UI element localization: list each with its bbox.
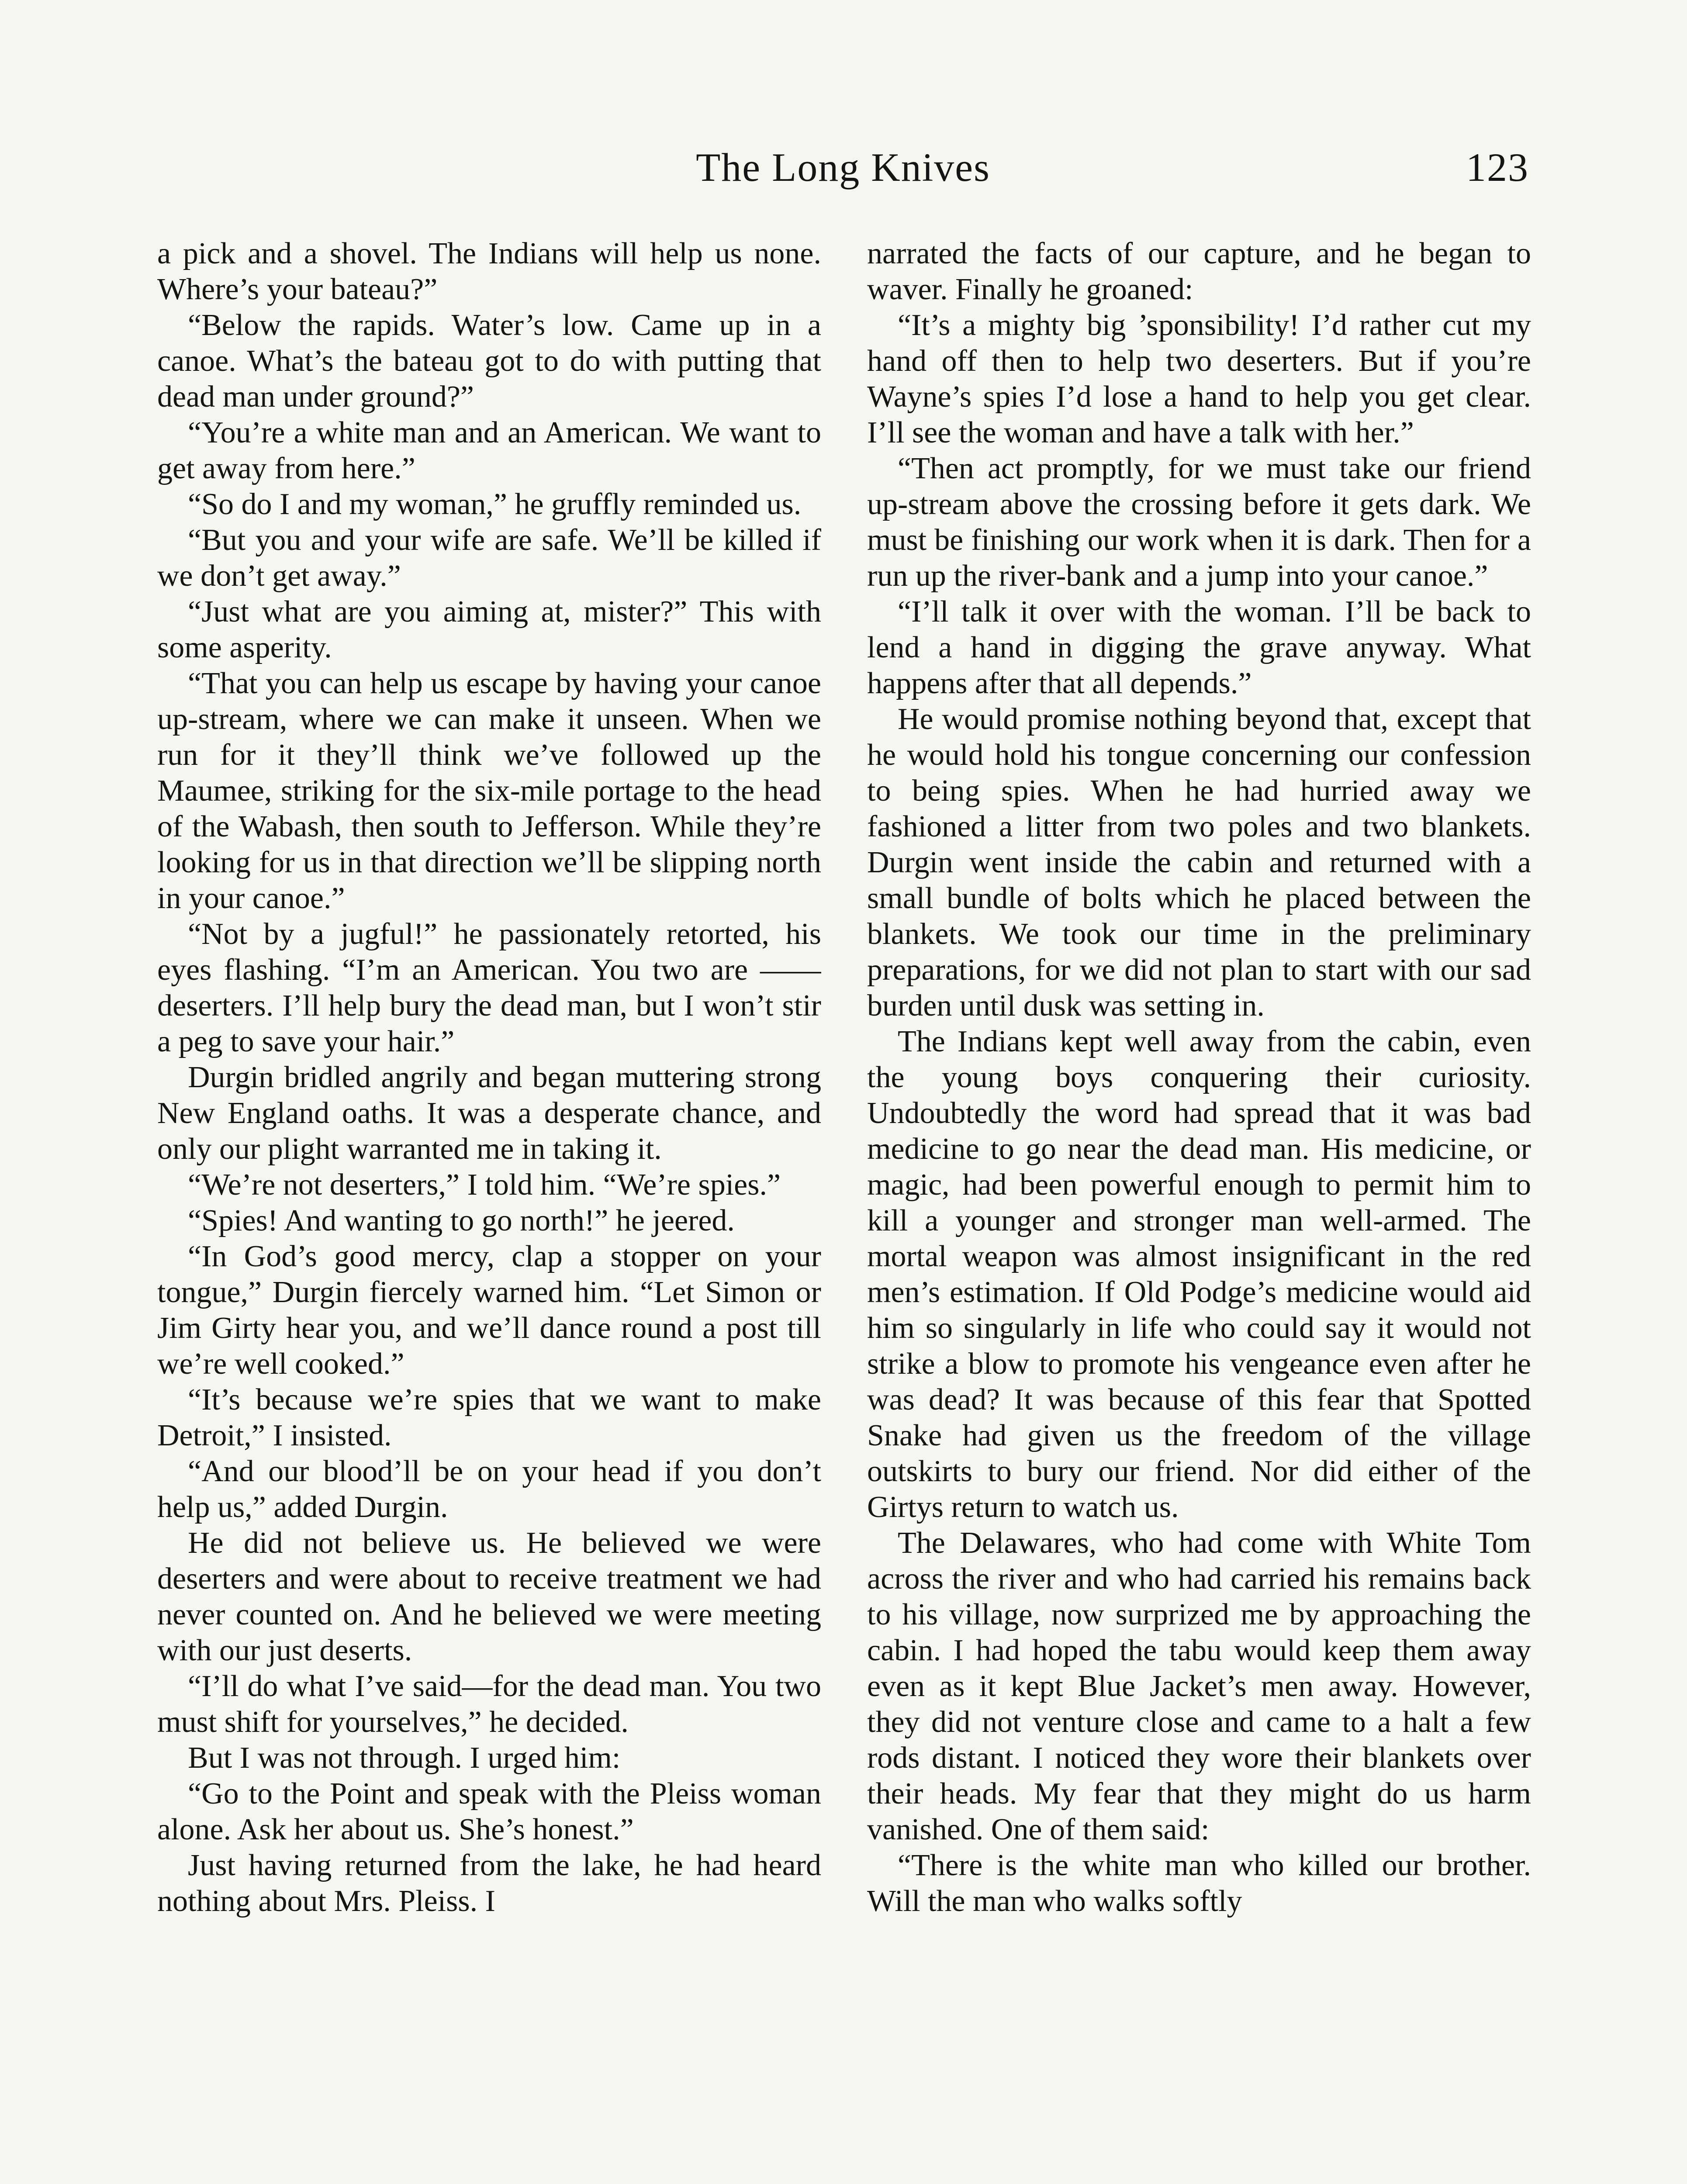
- paragraph: “And our blood’ll be on your head if you don’t help us,” added Durgin.: [157, 1455, 821, 1524]
- paragraph: “But you and your wife are safe. We’ll be killed if we don’t get away.”: [157, 523, 821, 593]
- paragraph: “Just what are you aiming at, mister?” This with some asperity.: [157, 595, 821, 664]
- paragraph: narrated the facts of our capture, and he began to waver. Finally he groaned:: [867, 237, 1531, 306]
- paragraph: “You’re a white man and an American. We want to get away from here.”: [157, 416, 821, 485]
- paragraph: Just having returned from the lake, he had heard nothing about Mrs. Pleiss. I: [157, 1849, 821, 1918]
- paragraph: a pick and a shovel. The Indians will help us none. Where’s your bateau?”: [157, 237, 821, 306]
- page-header: [157, 144, 1529, 205]
- paragraph: “That you can help us escape by having your canoe up-stream, where we can make it unseen. When we run for it they’ll think we’ve followed up the Maumee, striking for the six-mile portage to the head of the Wabash, then south to Jefferson. While they’re looking for us in that direction we’ll be slipping north in your canoe.”: [157, 667, 821, 915]
- paragraph: “I’ll talk it over with the woman. I’ll be back to lend a hand in digging the grave anyway. What happens after that all depends.”: [867, 595, 1531, 700]
- paragraph: “It’s a mighty big ’sponsibility! I’d rather cut my hand off then to help two deserters. But if you’re Wayne’s spies I’d lose a hand to help you get clear. I’ll see the woman and have a talk with her.”: [867, 308, 1531, 449]
- paragraph: “Below the rapids. Water’s low. Came up in a canoe. What’s the bateau got to do with putting that dead man under ground?”: [157, 308, 821, 414]
- paragraph: “Spies! And wanting to go north!” he jeered.: [188, 1204, 735, 1237]
- paragraph: The Delawares, who had come with White Tom across the river and who had carried his remains back to his village, now surprized me by approaching the cabin. I had hoped the tabu would keep them away even as it kept Blue Jacket’s men away. However, they did not venture close and came to a halt a few rods distant. I noticed they wore their blankets over their heads. My fear that they might do us harm vanished. One of them said:: [867, 1526, 1531, 1846]
- page-number: 123: [1466, 145, 1529, 190]
- right-column: [867, 236, 1531, 2184]
- paragraph: “Go to the Point and speak with the Pleiss woman alone. Ask her about us. She’s honest.”: [157, 1777, 821, 1846]
- paragraph: “It’s because we’re spies that we want to make Detroit,” I insisted.: [157, 1383, 821, 1452]
- paragraph: He did not believe us. He believed we were deserters and were about to receive treatment we had never counted on. And he believed we were meeting with our just deserts.: [157, 1526, 821, 1667]
- left-column: [157, 236, 821, 2184]
- paragraph: “Then act promptly, for we must take our friend up-stream above the crossing before it gets dark. We must be finishing our work when it is dark. Then for a run up the river-bank and a jump into your canoe.”: [867, 452, 1531, 593]
- paragraph: “In God’s good mercy, clap a stopper on your tongue,” Durgin fiercely warned him. “Let Simon or Jim Girty hear you, and we’ll dance round a post till we’re well cooked.”: [157, 1240, 821, 1381]
- running-title: The Long Knives: [696, 145, 990, 190]
- paragraph: “I’ll do what I’ve said—for the dead man. You two must shift for yourselves,” he decided.: [157, 1669, 821, 1739]
- paragraph: But I was not through. I urged him:: [188, 1741, 621, 1775]
- paragraph: “There is the white man who killed our brother. Will the man who walks softly: [867, 1849, 1531, 1918]
- paragraph: “Not by a jugful!” he passionately retorted, his eyes flashing. “I’m an American. You two are —— deserters. I’ll help bury the dead man, but I won’t stir a peg to save your hair.”: [157, 917, 821, 1058]
- paragraph: “So do I and my woman,” he gruffly reminded us.: [188, 487, 802, 521]
- paragraph: Durgin bridled angrily and began muttering strong New England oaths. It was a desperate chance, and only our plight warranted me in taking it.: [157, 1061, 821, 1166]
- paragraph: “We’re not deserters,” I told him. “We’re spies.”: [188, 1168, 781, 1202]
- paragraph: He would promise nothing beyond that, except that he would hold his tongue concerning our confession to being spies. When he had hurried away we fashioned a litter from two poles and two blankets. Durgin went inside the cabin and returned with a small bundle of bolts which he placed between the blankets. We took our time in the preliminary preparations, for we did not plan to start with our sad burden until dusk was setting in.: [867, 702, 1531, 1023]
- paragraph: The Indians kept well away from the cabin, even the young boys conquering their curiosity. Undoubtedly the word had spread that it was bad medicine to go near the dead man. His medicine, or magic, had been powerful enough to permit him to kill a younger and stronger man well-armed. The mortal weapon was almost insignificant in the red men’s estimation. If Old Podge’s medicine would aid him so singularly in life who could say it would not strike a blow to promote his vengeance even after he was dead? It was because of this fear that Spotted Snake had given us the freedom of the village outskirts to bury our friend. Nor did either of the Girtys return to watch us.: [867, 1025, 1531, 1524]
